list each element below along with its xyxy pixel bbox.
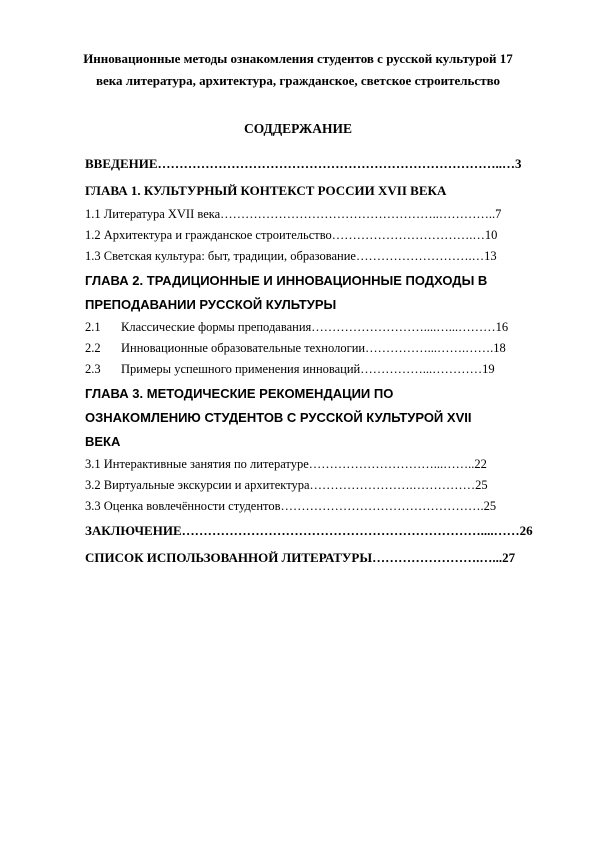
toc-section-2-1[interactable] — [85, 317, 555, 338]
table-of-contents — [85, 150, 555, 571]
section-title: Инновационные образовательные технологии……………...…….…….18 — [121, 341, 506, 355]
contents-heading: СОДДЕРЖАНИЕ — [243, 121, 353, 136]
toc-section-3-1[interactable]: 3.1 Интерактивные занятия по литературе…………………………...……..22 — [85, 457, 487, 471]
document-title — [60, 48, 536, 92]
toc-chapter-3[interactable] — [85, 382, 555, 454]
toc-conclusion[interactable]: ЗАКЛЮЧЕНИЕ……………………………………………………………....……26 — [85, 523, 533, 538]
toc-section-3-3[interactable]: 3.3 Оценка вовлечённости студентов………………………………………….25 — [85, 499, 497, 513]
toc-references[interactable]: СПИСОК ИСПОЛЬЗОВАННОЙ ЛИТЕРАТУРЫ…………………….…...27 — [85, 550, 516, 565]
section-number: 2.1 — [85, 320, 101, 334]
toc-chapter-2-line-2: ПРЕПОДАВАНИИ РУССКОЙ КУЛЬТУРЫ — [85, 297, 337, 312]
title-line-1: Инновационные методы ознакомления студентов с русской культурой 17 — [83, 51, 513, 66]
toc-chapter-2[interactable] — [85, 269, 555, 317]
toc-section-1-1[interactable]: 1.1 Литература XVII века……………………………………………..…………..7 — [85, 207, 502, 221]
toc-chapter-2-line-1: ГЛАВА 2. ТРАДИЦИОННЫЕ И ИННОВАЦИОННЫЕ ПОДХОДЫ В — [85, 273, 488, 288]
section-title: Классические формы преподавания………………………....…...………16 — [121, 320, 509, 334]
toc-section-2-3[interactable] — [85, 359, 555, 380]
section-number: 2.2 — [85, 341, 101, 355]
toc-chapter-3-line-2: ОЗНАКОМЛЕНИЮ СТУДЕНТОВ С РУССКОЙ КУЛЬТУРОЙ XVII — [85, 410, 472, 425]
section-number: 2.3 — [85, 362, 101, 376]
toc-chapter-3-line-3: ВЕКА — [85, 434, 121, 449]
toc-chapter-1[interactable]: ГЛАВА 1. КУЛЬТУРНЫЙ КОНТЕКСТ РОССИИ XVII ВЕКА — [85, 183, 447, 198]
section-title: Примеры успешного применения инноваций……………...…………19 — [121, 362, 495, 376]
toc-section-1-2[interactable]: 1.2 Архитектура и гражданское строительство…………………………….…10 — [85, 228, 498, 242]
toc-section-3-2[interactable]: 3.2 Виртуальные экскурсии и архитектура…………………….……………25 — [85, 478, 488, 492]
toc-intro[interactable]: ВВЕДЕНИЕ……………………………………………………………………..…3 — [85, 156, 522, 171]
title-line-2: века литература, архитектура, гражданское, светское строительство — [95, 73, 501, 88]
toc-section-2-2[interactable] — [85, 338, 555, 359]
toc-chapter-3-line-1: ГЛАВА 3. МЕТОДИЧЕСКИЕ РЕКОМЕНДАЦИИ ПО — [85, 386, 394, 401]
toc-section-1-3[interactable]: 1.3 Светская культура: быт, традиции, образование……………………….…13 — [85, 249, 497, 263]
